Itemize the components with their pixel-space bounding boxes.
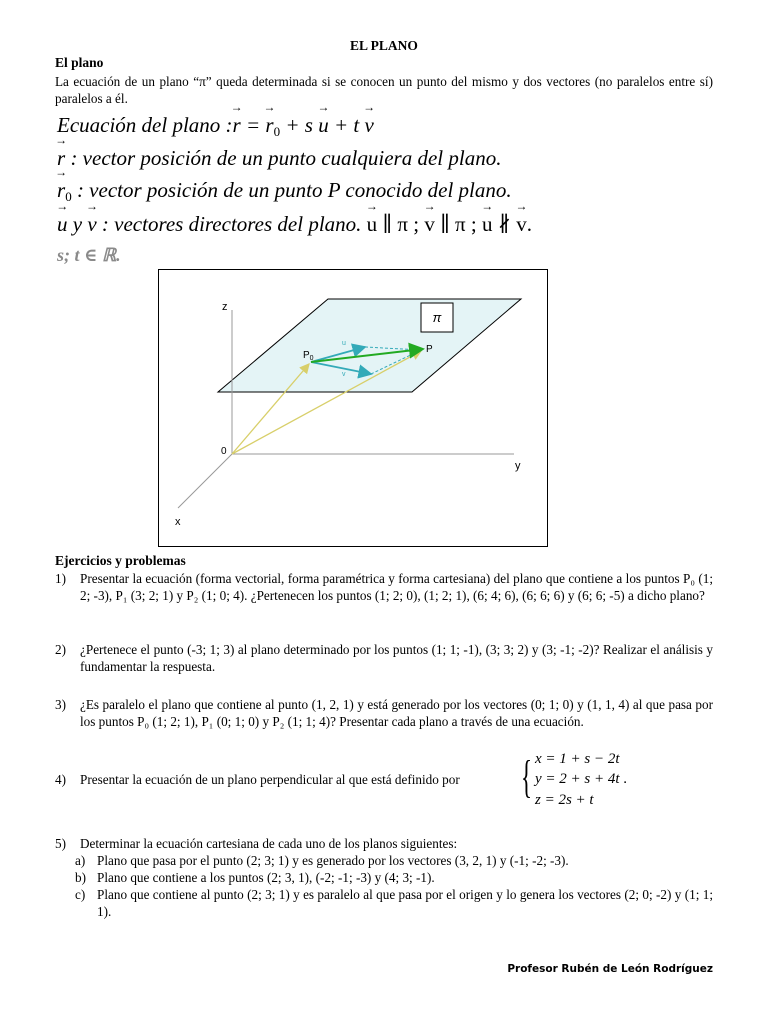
exercise-item: 1) Presentar la ecuación (forma vectorial, forma paramétrica y forma cartesiana) del plano que contiene a los puntos P₀ (1; 2; -3), P₁ (3; 2; 1) y P₂ (1; 0; 4). ¿Pertenecen los puntos (1; 2; 0), (1; 2; 1), (6; 4; 6), (6; 6; 6) y (6; 6; -5) a dicho plano? bbox=[55, 571, 713, 603]
subitem: a) Plano que pasa por el punto (2; 3; 1) y es generado por los vectores (3, 2, 1) y (-1; -2; -3). bbox=[75, 853, 569, 868]
intro-paragraph: La ecuación de un plano “π” queda determinada si se conocen un punto del mismo y dos vectores (no paralelos entre sí) paralelos a él. bbox=[55, 74, 713, 106]
plane-diagram bbox=[158, 269, 548, 547]
z-axis-label: z bbox=[222, 301, 228, 313]
v-label: v bbox=[342, 371, 346, 378]
subitem: c) Plano que contiene al punto (2; 3; 1) y es paralelo al que pasa por el origen y lo genera los vectores (2; 0; -2) y (1; 1; 1). bbox=[75, 887, 713, 919]
author-footer: Profesor Rubén de León Rodríguez bbox=[507, 963, 713, 975]
exercise-item: 5) Determinar la ecuación cartesiana de cada uno de los planos siguientes: bbox=[55, 836, 458, 851]
system-row-y: y = 2 + s + 4t . bbox=[535, 771, 628, 787]
y-axis-label: y bbox=[515, 460, 521, 472]
system-brace: { bbox=[521, 751, 533, 802]
origin-label: 0 bbox=[221, 446, 227, 457]
p0-label: $P_0$ bbox=[303, 350, 314, 362]
page-title: EL PLANO bbox=[350, 38, 418, 53]
plane-pi-shape bbox=[218, 299, 521, 392]
director-vectors-definition: → u y → v : vectores directores del plano. → u ∥ π ; → v ∥ π ; → u ∦ → v. bbox=[57, 212, 532, 237]
known-point-vector-definition: → $r_0$ : vector posición de un punto P conocido del plano. bbox=[57, 178, 512, 205]
plane-equation: Ecuación del plano :→ r = → $r_0 + s \to u + t \to v$ bbox=[57, 113, 374, 140]
x-axis bbox=[178, 454, 232, 508]
exercise-item: 4) Presentar la ecuación de un plano perpendicular al que está definido por bbox=[55, 772, 460, 787]
system-row-z: z = 2s + t bbox=[535, 792, 594, 808]
p-label: P bbox=[426, 344, 433, 355]
section-heading-el-plano: El plano bbox=[55, 55, 104, 70]
plane-diagram-svg bbox=[159, 270, 547, 546]
x-axis-label: x bbox=[175, 516, 181, 528]
parametric-system bbox=[521, 751, 681, 811]
system-row-x: x = 1 + s − 2t bbox=[535, 751, 620, 767]
pi-label: π bbox=[432, 310, 442, 325]
position-vector-definition: → r : vector posición de un punto cualquiera del plano. bbox=[57, 146, 501, 171]
exercise-item: 2) ¿Pertenece el punto (-3; 1; 3) al plano determinado por los puntos (1; 1; -1), (3; 3; 2) y (3; -1; -2)? Realizar el análisis y fundamentar la respuesta. bbox=[55, 642, 713, 674]
exercise-item: 3) ¿Es paralelo el plano que contiene al punto (1, 2, 1) y está generado por los vectores (0; 1; 0) y (1, 1, 4) al que pasa por los puntos P₀ (1; 2; 1), P₁ (0; 1; 0) y P₂ (1; 1; 4)? Presentar cada plano a través de una ecuación. bbox=[55, 697, 713, 729]
parameters-domain: s; t ∈ ℝ. bbox=[57, 245, 121, 265]
u-label: u bbox=[342, 340, 346, 347]
section-heading-ejercicios: Ejercicios y problemas bbox=[55, 553, 186, 568]
subitem: b) Plano que contiene a los puntos (2; 3, 1), (-2; -1; -3) y (4; 3; -1). bbox=[75, 870, 435, 885]
